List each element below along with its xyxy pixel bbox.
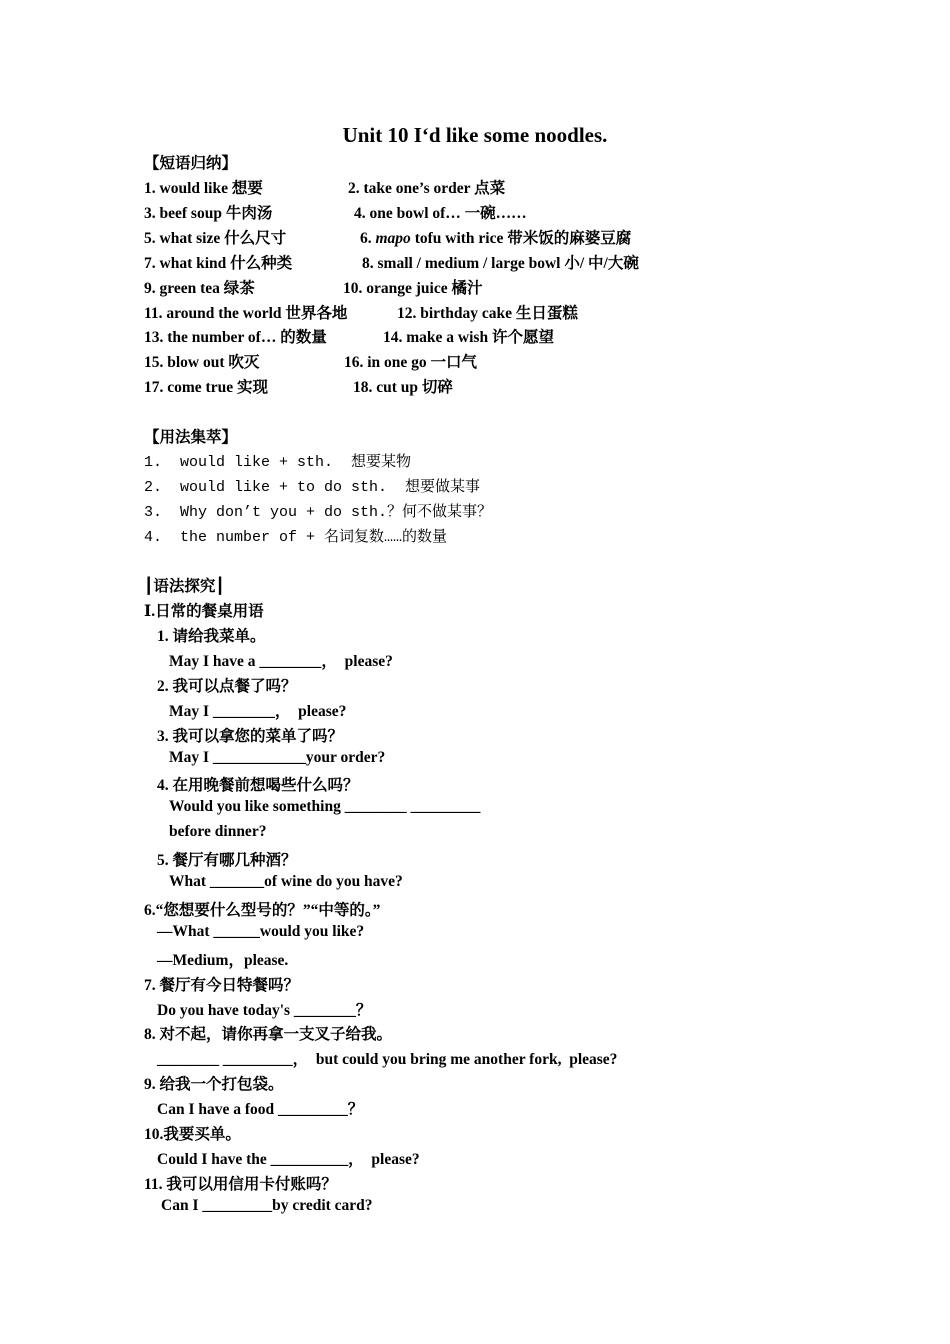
grammar-line: 9. 给我一个打包袋。 — [144, 1076, 284, 1094]
phrase-item: 15. blow out 吹灭 — [144, 354, 260, 372]
phrase-item: 9. green tea 绿茶 — [144, 279, 255, 297]
phrase-item: 14. make a wish 许个愿望 — [383, 329, 554, 347]
grammar-line: 5. 餐厅有哪几种酒？ — [157, 852, 297, 870]
page-title: Unit 10 I‘d like some noodles. — [342, 123, 608, 147]
phrase-item: 18. cut up 切碎 — [353, 379, 453, 397]
grammar-line: —Medium，please. — [157, 951, 289, 969]
usage-item: 2. would like + to do sth. 想要做某事 — [144, 478, 481, 496]
grammar-line: Can I _________by credit card? — [161, 1196, 373, 1214]
phrase-item: 7. what kind 什么种类 — [144, 254, 293, 272]
phrase-number: 6. — [360, 229, 376, 247]
phrase-item: 11. around the world 世界各地 — [144, 304, 348, 322]
grammar-line: 8. 对不起，请你再拿一支叉子给我。 — [144, 1026, 393, 1044]
grammar-line: May I have a ________， please? — [169, 652, 393, 670]
phrase-item: 8. small / medium / large bowl 小/ 中/大碗 — [362, 254, 639, 272]
usage-item: 1. would like + sth. 想要某物 — [144, 454, 412, 471]
phrase-item: 13. the number of… 的数量 — [144, 329, 327, 347]
grammar-line: 2. 我可以点餐了吗？ — [157, 677, 297, 695]
usage-heading: 【用法集萃】 — [144, 429, 238, 446]
phrase-item: 4. one bowl of… 一碗…… — [354, 204, 527, 222]
grammar-line: 6.“您想要什么型号的？”“中等的。” — [144, 901, 381, 919]
phrase-item — [360, 226, 631, 248]
phrase-item: 3. beef soup 牛肉汤 — [144, 204, 273, 222]
grammar-line: before dinner? — [169, 823, 267, 841]
usage-item: 4. the number of + 名词复数……的数量 — [144, 528, 448, 546]
phrase-item: 2. take one’s order 点菜 — [348, 180, 506, 197]
phrase-text: tofu with rice 带米饭的麻婆豆腐 — [410, 229, 632, 247]
grammar-line: May I ____________your order? — [169, 748, 386, 766]
grammar-line: 3. 我可以拿您的菜单了吗？ — [157, 727, 344, 745]
phrase-item: 12. birthday cake 生日蛋糕 — [397, 304, 578, 322]
phrase-italic-word: mapo — [375, 229, 411, 247]
grammar-subheading: Ⅰ.日常的餐桌用语 — [144, 603, 264, 620]
grammar-heading: ┃语法探究┃ — [144, 578, 225, 595]
phrase-item: 17. come true 实现 — [144, 379, 268, 397]
grammar-line: —What ______would you like? — [157, 922, 365, 940]
grammar-line: ________ _________， but could you bring me another fork, please? — [157, 1051, 618, 1069]
grammar-line: Would you like something ________ _________ — [169, 798, 481, 816]
phrase-item: 5. what size 什么尺寸 — [144, 229, 287, 247]
grammar-line: 10.我要买单。 — [144, 1126, 241, 1143]
usage-item: 3. Why don’t you + do sth.？何不做某事？ — [144, 503, 493, 521]
grammar-line: 1. 请给我菜单。 — [157, 628, 266, 645]
grammar-line: May I ________， please? — [169, 702, 347, 720]
phrase-item: 1. would like 想要 — [144, 180, 263, 197]
grammar-line: 11. 我可以用信用卡付账吗？ — [144, 1175, 337, 1193]
grammar-line: 4. 在用晚餐前想喝些什么吗？ — [157, 777, 359, 795]
phrase-item: 16. in one go 一口气 — [344, 354, 478, 372]
grammar-line: 7. 餐厅有今日特餐吗？ — [144, 976, 300, 994]
phrases-heading: 【短语归纳】 — [144, 155, 238, 172]
grammar-line: Could I have the __________， please? — [157, 1150, 420, 1168]
grammar-line: Do you have today's ________？ — [157, 1001, 372, 1019]
grammar-line: What _______of wine do you have? — [169, 873, 403, 890]
phrase-item: 10. orange juice 橘汁 — [343, 279, 483, 297]
grammar-line: Can I have a food _________？ — [157, 1101, 364, 1119]
